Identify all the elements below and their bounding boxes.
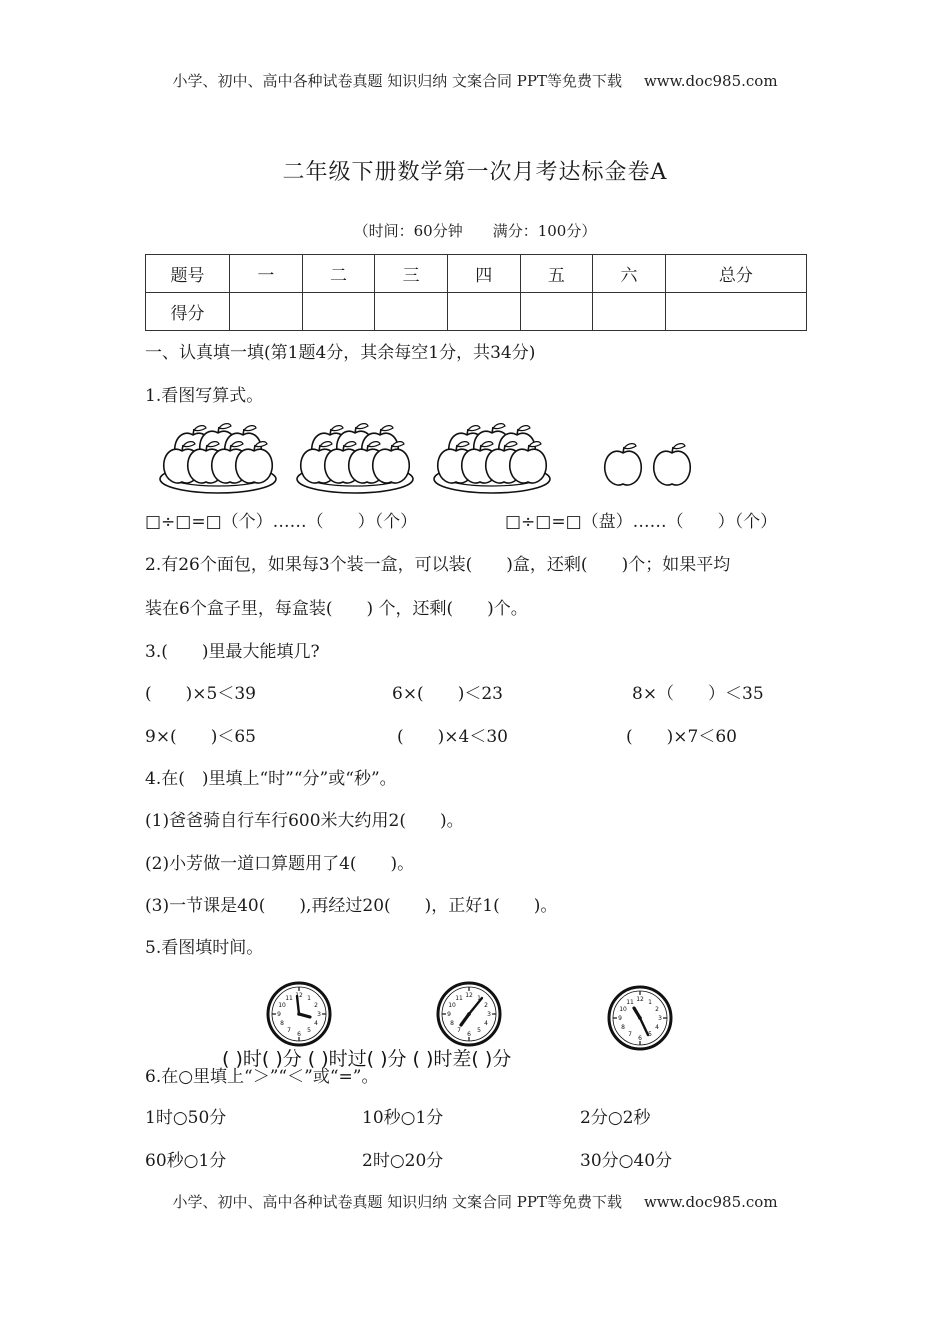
q4-item: (1)爸爸骑自行车行600米大约用2( )。 — [145, 811, 464, 831]
apple — [605, 444, 642, 485]
clock — [268, 983, 330, 1045]
score-input-cell[interactable] — [375, 293, 448, 331]
table-cell: 总分 — [665, 255, 806, 293]
q6-item: 10秒○1分 — [362, 1108, 444, 1128]
table-row — [146, 293, 807, 331]
q3-item: 8×（ ）＜35 — [632, 684, 764, 704]
apple — [654, 444, 691, 485]
q4-item: (2)小芳做一道口算题用了4( )。 — [145, 854, 415, 874]
exam-full-score: 满分：100分） — [492, 222, 597, 240]
q3-title: 3.( )里最大能填几? — [145, 642, 320, 662]
header-text: 小学、初中、高中各种试卷真题 知识归纳 文案合同 PPT等免费下载 — [172, 72, 622, 90]
apple-plates-illustration — [150, 425, 710, 505]
q6-item: 60秒○1分 — [145, 1151, 227, 1171]
score-input-cell[interactable] — [593, 293, 666, 331]
score-table — [145, 254, 807, 331]
score-input-cell[interactable] — [665, 293, 806, 331]
q6-item: 30分○40分 — [580, 1151, 673, 1171]
footer-site-link[interactable]: www.doc985.com — [643, 1193, 778, 1211]
q4-item: (3)一节课是40( ),再经过20( )，正好1( )。 — [145, 896, 558, 916]
apple-plate — [297, 424, 413, 493]
q3-item: 6×( )＜23 — [392, 684, 503, 704]
table-cell: 五 — [520, 255, 593, 293]
q6-item: 2分○2秒 — [580, 1108, 651, 1128]
table-cell: 四 — [447, 255, 520, 293]
q1-formula-right: □÷□=□（盘）……（ ）（个） — [505, 512, 778, 532]
score-input-cell[interactable] — [520, 293, 593, 331]
exam-title: 二年级下册数学第一次月考达标金卷A — [282, 160, 668, 185]
clock — [609, 987, 671, 1049]
q3-item: 9×( )＜65 — [145, 727, 256, 747]
clock — [438, 983, 500, 1045]
q6-title: 6.在○里填上“＞”“＜”或“=”。 — [145, 1067, 379, 1087]
q1-title: 1.看图写算式。 — [145, 386, 264, 406]
exam-time: （时间：60分钟 — [353, 222, 463, 240]
score-input-cell[interactable] — [447, 293, 520, 331]
q2-line-2: 装在6个盒子里，每盒装( ) 个，还剩( )个。 — [145, 599, 528, 619]
clock-faces: 12 12 345 678 91011 — [255, 978, 715, 1053]
q5-clock-caption: ( )时( )分 ( )时过( )分 ( )时差( )分 — [222, 1048, 512, 1070]
q6-item: 1时○50分 — [145, 1108, 227, 1128]
q2-line-1: 2.有26个面包，如果每3个装一盒，可以装( )盒，还剩( )个；如果平均 — [145, 555, 731, 575]
table-row — [146, 255, 807, 293]
score-input-cell[interactable] — [230, 293, 303, 331]
header-site-link[interactable]: www.doc985.com — [643, 72, 778, 90]
apple-plate — [160, 424, 276, 493]
q3-item: ( )×4＜30 — [397, 727, 508, 747]
table-cell: 一 — [230, 255, 303, 293]
table-cell: 三 — [375, 255, 448, 293]
q3-item: ( )×5＜39 — [145, 684, 256, 704]
exam-meta — [0, 220, 950, 241]
q1-formula-left: □÷□=□（个）……（ ）（个） — [145, 512, 418, 532]
q4-title: 4.在( )里填上“时”“分”或“秒”。 — [145, 769, 397, 789]
q3-item: ( )×7＜60 — [626, 727, 737, 747]
table-cell: 二 — [302, 255, 375, 293]
footer-text: 小学、初中、高中各种试卷真题 知识归纳 文案合同 PPT等免费下载 — [172, 1193, 622, 1211]
table-cell: 六 — [593, 255, 666, 293]
q6-item: 2时○20分 — [362, 1151, 444, 1171]
section-1-heading: 一、认真填一填(第1题4分，其余每空1分，共34分) — [145, 343, 536, 363]
table-cell: 得分 — [146, 293, 230, 331]
apple-plate — [434, 424, 550, 493]
q5-title: 5.看图填时间。 — [145, 938, 264, 958]
table-cell: 题号 — [146, 255, 230, 293]
page-footer — [0, 1191, 950, 1212]
page-header — [0, 70, 950, 91]
score-input-cell[interactable] — [302, 293, 375, 331]
